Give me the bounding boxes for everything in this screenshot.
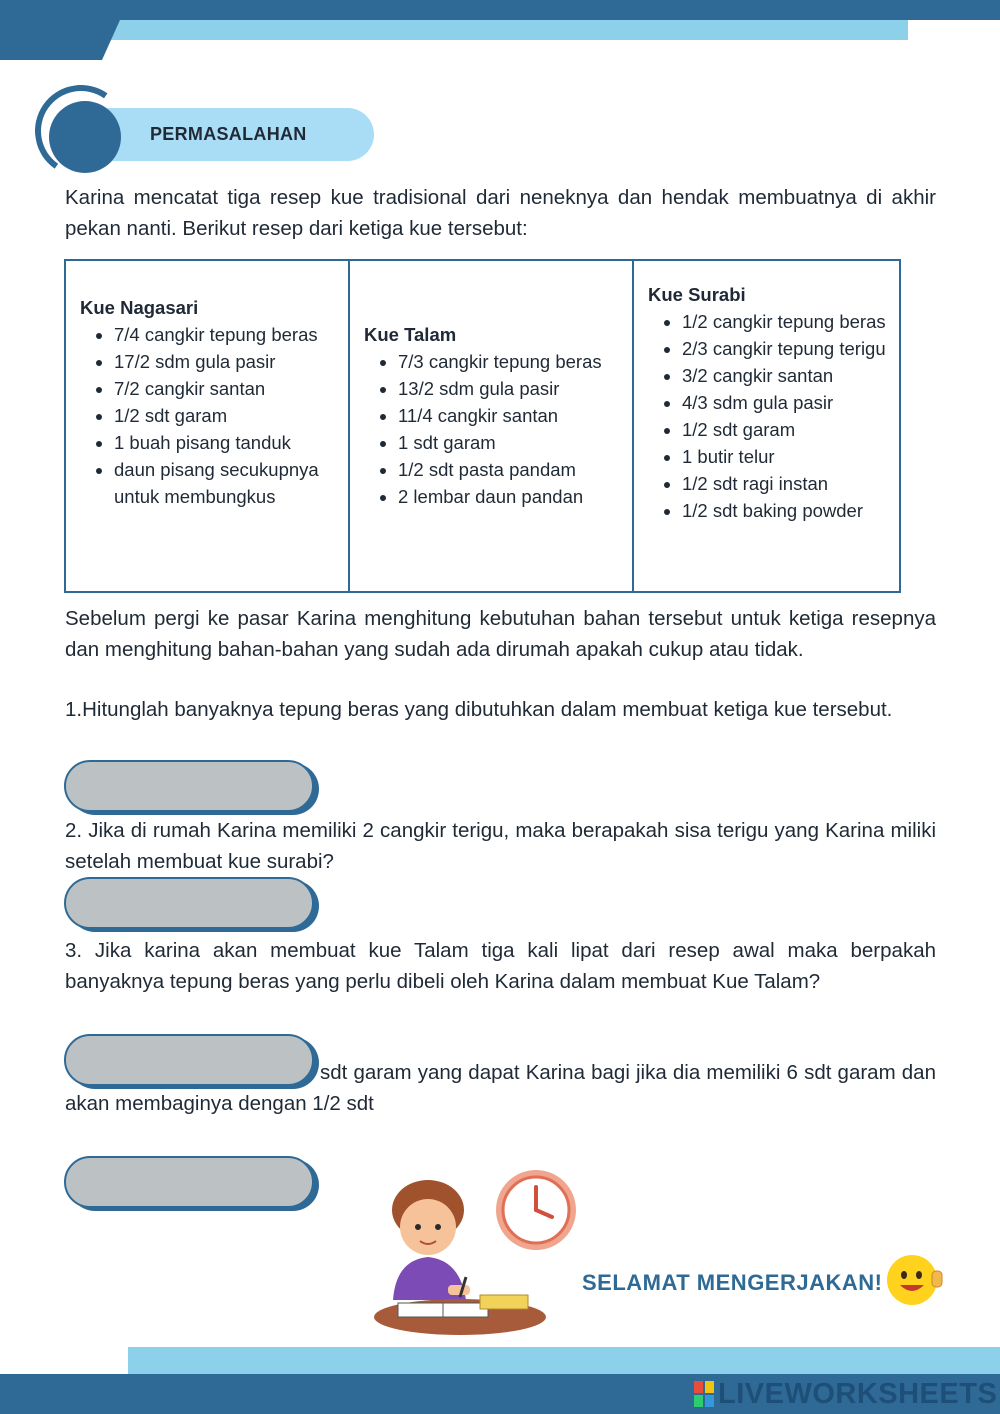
desk-icon — [374, 1295, 546, 1335]
ingredient-item: • 1 buah pisang tanduk — [114, 429, 348, 456]
ingredient-item: • 13/2 sdm gula pasir — [398, 375, 632, 402]
ingredient-item: • 7/3 cangkir tepung beras — [398, 348, 632, 375]
ingredient-item: • 4/3 sdm gula pasir — [682, 389, 898, 416]
closing-message: SELAMAT MENGERJAKAN! — [582, 1270, 883, 1295]
ingredient-item: • 11/4 cangkir santan — [398, 402, 632, 429]
ingredient-item: • 3/2 cangkir santan — [682, 362, 898, 389]
ingredient-item: • 1/2 cangkir tepung beras — [682, 308, 898, 335]
answer-input-4[interactable] — [64, 1156, 314, 1208]
ingredient-item: • 7/2 cangkir santan — [114, 375, 348, 402]
section-header-circle — [49, 101, 121, 173]
smiley-thumbs-up-icon — [884, 1253, 948, 1307]
recipe-column-talam — [348, 261, 632, 591]
boy-studying-illustration — [368, 1165, 583, 1345]
recipe-title: Kue Surabi — [648, 284, 746, 305]
question-4: sdt garam yang dapat Karina bagi jika dia memiliki 6 sdt garam dan akan membaginya dengan 1/2 sdt — [65, 1061, 936, 1115]
ingredient-item: • 2/3 cangkir tepung terigu — [682, 335, 898, 362]
question-2: 2. Jika di rumah Karina memiliki 2 cangkir terigu, maka berapakah sisa terigu yang Karina miliki setelah membuat kue surabi? — [65, 819, 936, 873]
recipe-table — [64, 259, 901, 593]
recipe-title: Kue Talam — [364, 324, 457, 345]
header-band-light — [100, 20, 908, 40]
answer-input-2[interactable] — [64, 877, 314, 929]
ingredient-list — [634, 308, 898, 524]
ingredient-item: • 17/2 sdm gula pasir — [114, 348, 348, 375]
clock-icon — [496, 1170, 576, 1250]
ingredient-item: • daun pisang secukupnya untuk membungkus — [114, 456, 348, 510]
recipe-title: Kue Nagasari — [80, 297, 199, 318]
ingredient-item: • 1/2 sdt garam — [114, 402, 348, 429]
ingredient-list — [350, 348, 632, 510]
header-band-notch — [0, 20, 120, 60]
boy-icon — [392, 1180, 470, 1300]
ingredient-item: • 1/2 sdt pasta pandam — [398, 456, 632, 483]
ingredient-item: • 1 sdt garam — [398, 429, 632, 456]
intro-paragraph: Karina mencatat tiga resep kue tradisional dari neneknya dan hendak membuatnya di akhir pekan nanti. Berikut resep dari ketiga kue tersebut: — [65, 186, 936, 240]
header-band-dark — [0, 0, 1000, 20]
ingredient-item: • 1/2 sdt baking powder — [682, 497, 898, 524]
section-title: PERMASALAHAN — [150, 124, 307, 144]
ingredient-item: • 1 butir telur — [682, 443, 898, 470]
ingredient-list — [66, 321, 348, 510]
ingredient-item: • 2 lembar daun pandan — [398, 483, 632, 510]
question-3: 3. Jika karina akan membuat kue Talam tiga kali lipat dari resep awal maka berpakah banyaknya tepung beras yang perlu dibeli oleh Karina dalam membuat Kue Talam? — [65, 939, 936, 993]
brand-name: LIVEWORKSHEETS — [718, 1378, 998, 1410]
footer-band-light — [128, 1347, 1000, 1374]
recipe-column-nagasari — [66, 261, 348, 591]
ingredient-item: • 7/4 cangkir tepung beras — [114, 321, 348, 348]
ingredient-item: • 1/2 sdt garam — [682, 416, 898, 443]
context-paragraph: Sebelum pergi ke pasar Karina menghitung kebutuhan bahan tersebut untuk ketiga resepnya dan menghitung bahan-bahan yang sudah ada dirumah apakah cukup atau tidak. — [65, 607, 936, 661]
ingredient-item: • 1/2 sdt ragi instan — [682, 470, 898, 497]
question-1: 1.Hitunglah banyaknya tepung beras yang dibutuhkan dalam membuat ketiga kue tersebut. — [65, 698, 893, 721]
recipe-column-surabi — [632, 261, 898, 591]
answer-input-1[interactable] — [64, 760, 314, 812]
liveworksheets-logo-icon — [694, 1381, 714, 1407]
